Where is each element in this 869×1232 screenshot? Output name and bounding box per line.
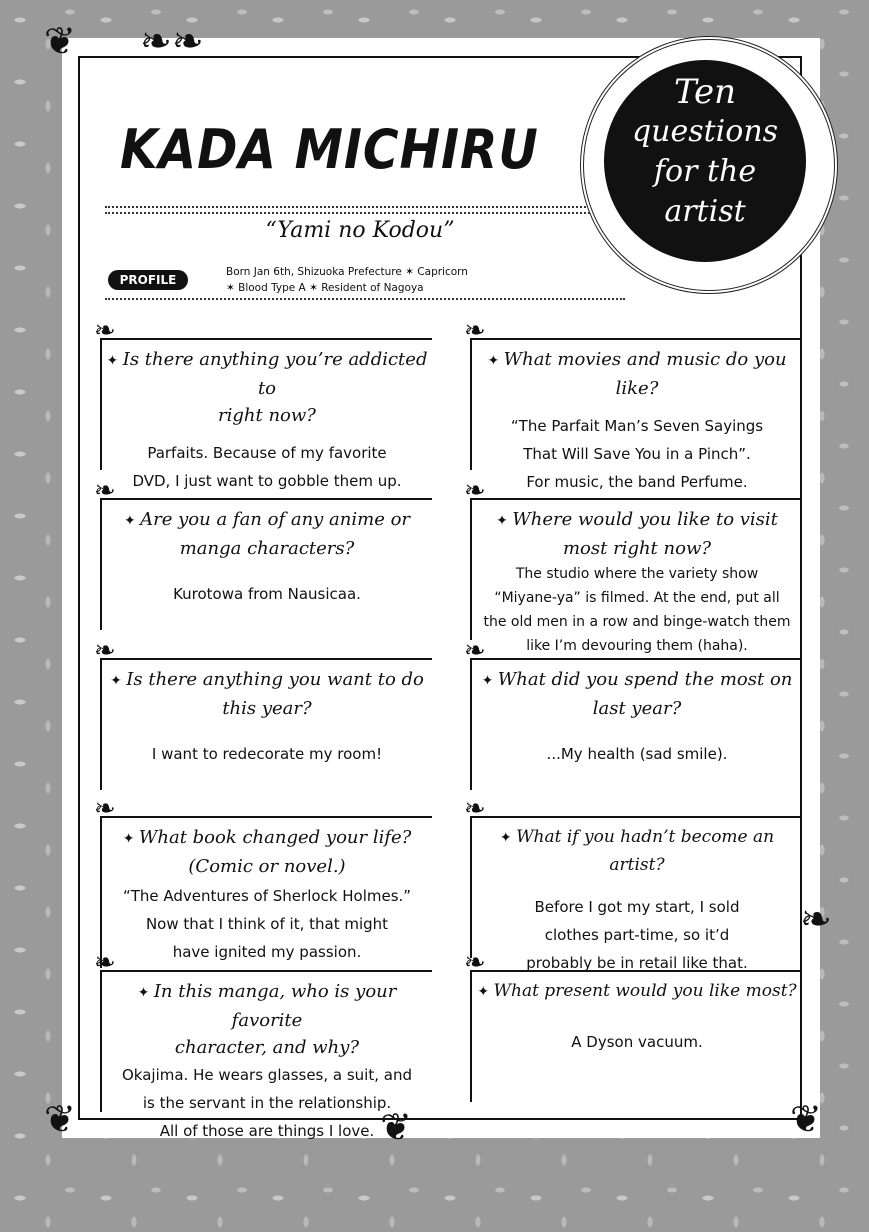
answer: Okajima. He wears glasses, a suit, and is the servant in the relationship. All of those are things I love. [122,1066,412,1140]
question: ✦ What did you spend the most on last year? [481,669,793,719]
profile-line-1: Born Jan 6th, Shizuoka Prefecture ✶ Capricorn [226,266,468,278]
curl-ornament-icon: ❧ [464,948,486,978]
answer: Kurotowa from Nausicaa. [173,585,361,603]
corner-ornament-bottom-right: ❦ [790,1097,822,1141]
profile-badge: PROFILE [108,270,188,290]
answer: “The Adventures of Sherlock Holmes.” Now that I think of it, that might have ignited my passion. [122,887,412,961]
qa-box-1 [94,316,432,490]
seal-line-3: for the [653,154,757,189]
answer: I want to redecorate my room! [151,745,383,763]
curl-ornament-icon: ❧ [464,476,486,506]
qa-box-5 [94,636,432,790]
curl-ornament-icon: ❧ [464,316,486,346]
qa-box-8 [464,794,802,972]
curl-ornament-icon: ❧ [94,948,116,978]
curl-ornament-icon: ❧ [94,476,116,506]
question: ✦ What book changed your life? (Comic or novel.) [122,827,412,877]
seal-line-2: questions [631,114,779,149]
qa-box-2 [464,316,802,491]
question: ✦ In this manga, who is your favorite character, and why? [137,981,397,1058]
divider-dotted-3 [105,298,625,300]
bottom-ornament: ❦ [380,1105,412,1149]
seal-line-1: Ten [673,72,737,112]
answer: Parfaits. Because of my favorite DVD, I just want to gobble them up. [132,444,402,490]
qa-box-6 [464,636,802,790]
qa-box-4 [464,476,802,654]
question: ✦ Is there anything you’re addicted to right now? [106,349,428,426]
qa-box-3 [94,476,432,630]
corner-ornament-bottom-left: ❦ [44,1097,76,1141]
divider-dotted-1 [105,206,625,208]
curl-ornament-icon: ❧ [94,794,116,824]
answer: “The Parfait Man’s Seven Sayings That Will Save You in a Pinch”. For music, the band Perfume. [510,417,764,491]
qa-box-9 [94,948,432,1140]
qa-box-7 [94,794,432,968]
answer: Before I got my start, I sold clothes part-time, so it’d probably be in retail like that. [526,898,748,972]
answer: A Dyson vacuum. [571,1033,703,1051]
artist-name: KADA MICHIRU [120,118,539,181]
question: ✦ Is there anything you want to do this year? [110,669,424,719]
answer: The studio where the variety show “Miyane-ya” is filmed. At the end, put all the old men in a row and binge-watch them like I’m devouring them (haha). [483,566,791,654]
side-ornament-right: ❧ [800,897,832,941]
curl-ornament-icon: ❧ [94,316,116,346]
question: ✦ What if you hadn’t become an artist? [499,827,775,875]
corner-ornament-top-center: ❧❧ [140,19,204,63]
question: ✦ What movies and music do you like? [487,349,787,399]
question: ✦ What present would you like most? [477,981,797,1001]
seal-text [604,72,806,232]
curl-ornament-icon: ❧ [94,636,116,666]
question: ✦ Are you a fan of any anime or manga characters? [123,509,411,559]
curl-ornament-icon: ❧ [464,636,486,666]
question: ✦ Where would you like to visit most right now? [496,509,778,559]
work-title: “Yami no Kodou” [265,218,455,243]
divider-dotted-2 [105,212,625,214]
seal-line-4: artist [664,194,746,229]
curl-ornament-icon: ❧ [464,794,486,824]
corner-ornament-top-left: ❦ [44,19,76,63]
answer: ...My health (sad smile). [546,745,728,763]
profile-line-2: ✶ Blood Type A ✶ Resident of Nagoya [226,282,424,294]
qa-box-10 [464,948,802,1102]
